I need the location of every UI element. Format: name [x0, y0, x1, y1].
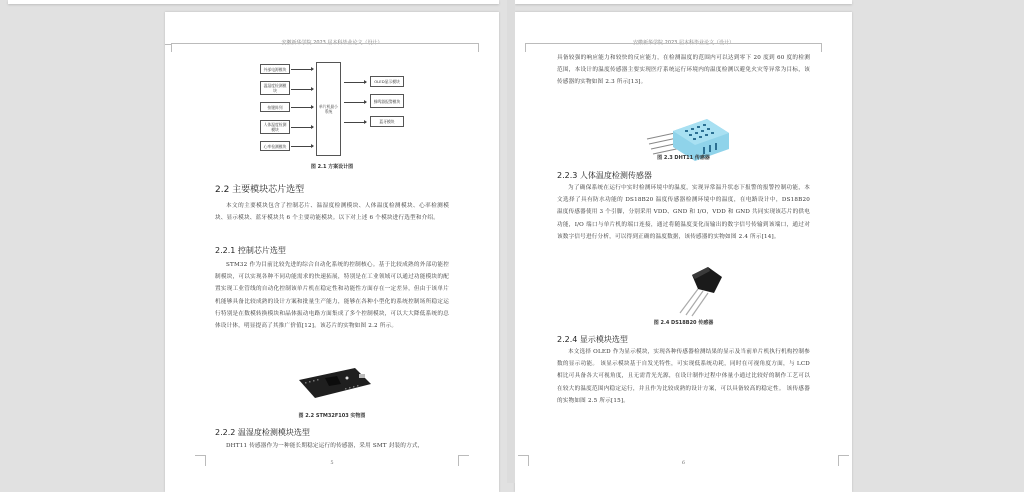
diagram-box-input-3: 按键阵列 — [260, 102, 290, 112]
header-rule — [525, 43, 822, 52]
body-paragraph: 本文选择 OLED 作为显示模块，实现各种传感器检测结果的显示及当前单片机执行机构控制参数的显示功能。 该显示模块基于自发光特性，可实现低系统功耗，同时在可视角度方面，与 LCD 相比可具备各大可视角度，且无需背光光源，在设计制作过程中体量小通过比较好的制作工艺可以在较大的温度范围内稳定运行，并且作为比较成熟的设计方案，可以具备较高的稳定性。 该传感器的实物如图 2.5 所示[15]。 — [557, 349, 810, 404]
running-header: 安徽新华学院 2023 届本科毕业论文（设计） — [281, 40, 383, 46]
section-heading: 2.2 主要模块芯片选型 — [215, 185, 305, 195]
diagram-box-input-5: 心率检测模块 — [260, 141, 290, 151]
body-paragraph: 本文的主要模块包含了控制芯片、温湿度检测模块、人体温度检测模块、心率检测模块、显示模块、蓝牙模块共 6 个主要功能模块。以下对上述 6 个模块进行选型和介绍。 — [215, 203, 449, 222]
margin-corner-mark — [165, 44, 171, 45]
document-page-5[interactable] — [165, 12, 499, 492]
scheme-design-diagram — [260, 62, 410, 172]
running-header: 安徽新华学院 2023 届本科毕业论文（设计） — [633, 40, 734, 46]
page-number: 6 — [681, 460, 686, 466]
diagram-arrow — [344, 102, 366, 103]
page-number: 5 — [330, 460, 334, 466]
figure-caption: 图 2.4 DS18B20 传感器 — [653, 320, 714, 326]
previous-page-edge-left — [8, 0, 499, 4]
subsection-heading: 2.2.3 人体温度检测传感器 — [557, 171, 652, 180]
diagram-box-input-2: 温湿度检测模块 — [260, 81, 290, 95]
diagram-arrow — [291, 146, 313, 147]
diagram-arrow — [344, 82, 366, 83]
diagram-arrow — [344, 122, 366, 123]
body-paragraph: 为了确保系统在运行中实时检测环境中的温度，实现异常温升状态下报警的报警控制功能，本文选择了具有防水功能的 DS18B20 温度传感器检测环境中的温度，在电路设计中，DS18B20 温度传感器使用 3 个引脚，分别采用 VDD、GND 和 I/O，VDD 和 GND 共同实现该芯片的供电功能，I/O 端口与单片机的端口连接，通过将随温度变化而输出的数字信号传输到该端口，通过对该数字信号进行分析，可以得到正确的温度数据，该传感器的实物如图 2.4 所示[14]。 — [557, 185, 810, 240]
diagram-arrow — [291, 89, 313, 90]
header-rule — [171, 43, 479, 52]
diagram-arrow — [291, 107, 313, 108]
document-page-6[interactable] — [515, 12, 852, 492]
body-paragraph: STM32 作为目前比较先进的综合自动化系统的控制核心。基于比较成熟的外部功能控制模块，可以实现各种不同功能需求的快速拓展，特别是在工业领域可以通过功能模块的配置实现工业管线的自动化控制该单片机在稳定性和功能性方面存在一定差异，但由于该单片机能够具备比较成熟的设计方案和批量生产能力，能够在各种小型化的系统控制场所稳定运行特别是在数模转换模块和晶体振动电路方面集成了多个控制模块，可以大大降低系统的总体设计体，明显提高了其推广价值[12]。该芯片的实物如图 2.2 所示。 — [215, 262, 449, 330]
diagram-box-input-1: 外部电源模块 — [260, 64, 290, 74]
page-gutter — [507, 0, 515, 483]
subsection-heading: 2.2.4 显示模块选型 — [557, 335, 628, 344]
diagram-box-output-2: 蜂鸣器报警模块 — [370, 94, 404, 108]
previous-page-edge-right — [515, 0, 852, 4]
diagram-box-input-4: 人体温度检测模块 — [260, 120, 290, 134]
diagram-arrow — [291, 127, 313, 128]
body-paragraph: 具备较强的响应能力和较快的反应能力，在检测温度的范围内可以达到零下 20 度到 60 度的检测范围，本设计的温度传感器主要实现医疗系统运行环境内的温度检测以避免火灾等异常为目标，该传感器的实物如图 2.3 所示[13]。 — [557, 55, 810, 86]
stm32-board-image — [295, 366, 375, 400]
figure-caption: 图 2.1 方案设计图 — [310, 164, 354, 170]
diagram-box-mcu: 单片机最小系统 — [316, 62, 341, 156]
diagram-box-output-1: OLED显示模块 — [370, 76, 404, 87]
diagram-box-output-3: 蓝牙模块 — [370, 116, 404, 127]
ds18b20-sensor-image — [670, 265, 730, 317]
subsection-heading: 2.2.1 控制芯片选型 — [215, 246, 286, 255]
figure-caption: 图 2.3 DHT11 传感器 — [657, 155, 710, 161]
figure-caption: 图 2.2 STM32F103 实物图 — [298, 413, 366, 419]
diagram-arrow — [291, 69, 313, 70]
body-paragraph: DHT11 传感器作为一种能长期稳定运行的传感器，采用 SMT 封装的方式， — [226, 443, 424, 449]
subsection-heading: 2.2.2 温湿度检测模块选型 — [215, 428, 310, 437]
